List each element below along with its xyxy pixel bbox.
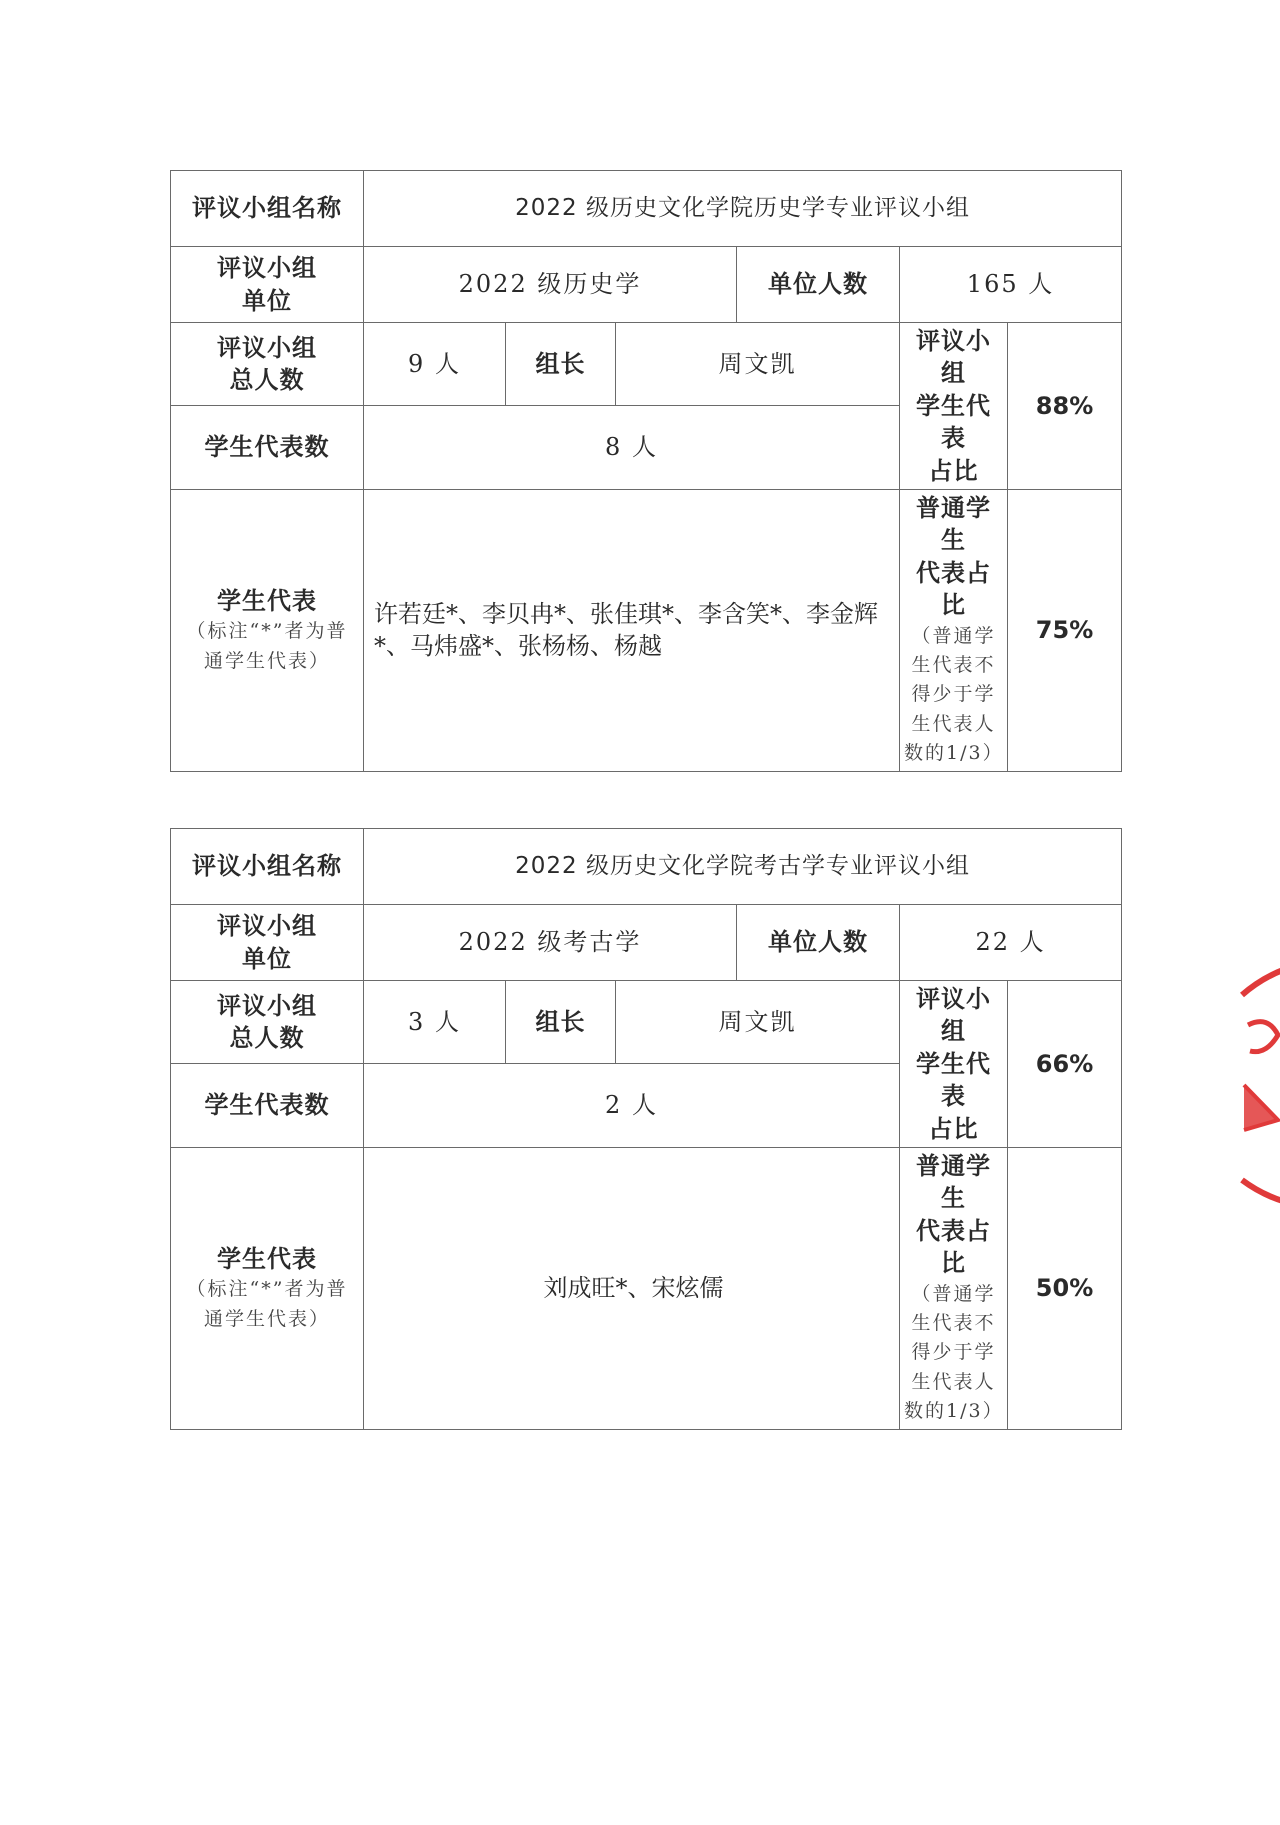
- group-name-value: 2022 级历史文化学院历史学专业评议小组: [364, 171, 1122, 247]
- leader-value: 周文凯: [616, 323, 900, 406]
- rep-ratio-label-line3: 占比: [928, 456, 979, 485]
- leader-label: 组长: [506, 323, 616, 406]
- unit-label: [171, 905, 364, 981]
- unit-label-line1: 评议小组: [217, 254, 317, 283]
- rep-ratio-label: [900, 323, 1008, 490]
- total-value: 3 人: [364, 981, 506, 1064]
- reps-note: （标注“*”者为普通学生代表）: [186, 620, 348, 672]
- group-name-value: 2022 级历史文化学院考古学专业评议小组: [364, 829, 1122, 905]
- reps-label: 学生代表: [217, 1244, 317, 1273]
- rep-ratio-label-line3: 占比: [928, 1114, 979, 1143]
- ordinary-label-line2: 代表占比: [916, 558, 991, 620]
- ordinary-note: （普通学生代表不得少于学生代表人数的1/3）: [904, 624, 1004, 765]
- ordinary-label-line2: 代表占比: [916, 1216, 991, 1278]
- rep-count-label: 学生代表数: [171, 1064, 364, 1148]
- ordinary-label-cell: [900, 1147, 1008, 1429]
- unit-count-label: 单位人数: [737, 247, 900, 323]
- unit-label-line2: 单位: [242, 286, 292, 315]
- ordinary-label-line1: 普通学生: [916, 493, 991, 555]
- group-name-label: 评议小组名称: [171, 829, 364, 905]
- leader-label: 组长: [506, 981, 616, 1064]
- rep-ratio-label-line1: 评议小组: [916, 327, 991, 388]
- review-group-table-history: [170, 170, 1122, 772]
- ordinary-note: （普通学生代表不得少于学生代表人数的1/3）: [904, 1282, 1004, 1423]
- rep-ratio-value: 88%: [1008, 323, 1122, 490]
- rep-count-value: 8 人: [364, 406, 900, 490]
- total-label: [171, 323, 364, 406]
- reps-label-cell: [171, 1147, 364, 1429]
- rep-ratio-value: 66%: [1008, 981, 1122, 1148]
- total-value: 9 人: [364, 323, 506, 406]
- unit-value: 2022 级历史学: [364, 247, 737, 323]
- reps-label-cell: [171, 489, 364, 771]
- rep-ratio-label: [900, 981, 1008, 1148]
- leader-value: 周文凯: [616, 981, 900, 1064]
- unit-count-value: 22 人: [900, 905, 1122, 981]
- unit-count-value: 165 人: [900, 247, 1122, 323]
- ordinary-ratio-value: 50%: [1008, 1147, 1122, 1429]
- rep-ratio-label-line1: 评议小组: [916, 985, 991, 1046]
- rep-count-value: 2 人: [364, 1064, 900, 1148]
- total-label: [171, 981, 364, 1064]
- rep-ratio-label-line2: 学生代表: [916, 391, 991, 453]
- unit-label-line1: 评议小组: [217, 912, 317, 941]
- unit-value: 2022 级考古学: [364, 905, 737, 981]
- ordinary-label-line1: 普通学生: [916, 1151, 991, 1213]
- group-name-label: 评议小组名称: [171, 171, 364, 247]
- review-group-table-archaeology: [170, 828, 1122, 1430]
- total-label-line2: 总人数: [229, 1024, 305, 1053]
- unit-count-label: 单位人数: [737, 905, 900, 981]
- seal-stamp-icon: [1238, 955, 1280, 1215]
- rep-count-label: 学生代表数: [171, 406, 364, 490]
- reps-list: 许若廷*、李贝冉*、张佳琪*、李含笑*、李金辉*、马炜盛*、张杨杨、杨越: [364, 489, 900, 771]
- unit-label: [171, 247, 364, 323]
- unit-label-line2: 单位: [242, 944, 292, 973]
- total-label-line2: 总人数: [229, 366, 305, 395]
- reps-label: 学生代表: [217, 586, 317, 615]
- ordinary-ratio-value: 75%: [1008, 489, 1122, 771]
- reps-note: （标注“*”者为普通学生代表）: [186, 1278, 348, 1330]
- ordinary-label-cell: [900, 489, 1008, 771]
- reps-list: 刘成旺*、宋炫儒: [364, 1147, 900, 1429]
- rep-ratio-label-line2: 学生代表: [916, 1049, 991, 1111]
- total-label-line1: 评议小组: [217, 333, 317, 362]
- total-label-line1: 评议小组: [217, 991, 317, 1020]
